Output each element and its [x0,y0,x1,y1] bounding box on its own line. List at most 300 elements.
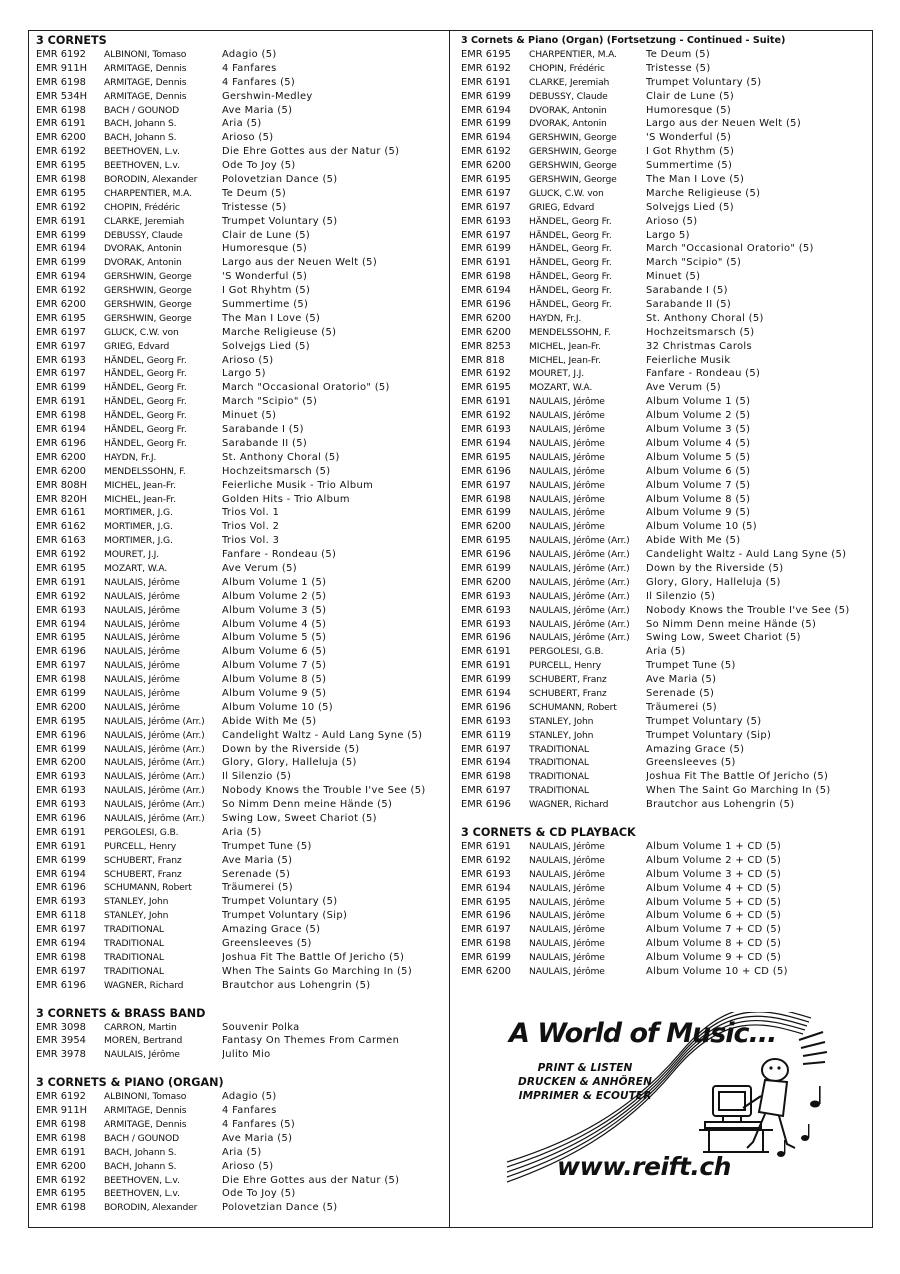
catalog-row [36,840,444,854]
catalog-title: Album Volume 5 + CD (5) [646,896,782,908]
catalog-row [461,743,867,757]
catalog-code: EMR 6199 [36,743,86,755]
catalog-composer: NAULAIS, Jérôme (Arr.) [529,535,630,547]
catalog-title: Die Ehre Gottes aus der Natur (5) [222,146,400,158]
catalog-composer: GERSHWIN, George [104,271,192,283]
catalog-row [461,76,867,90]
catalog-code: EMR 820H [36,493,88,505]
catalog-row [36,937,444,951]
catalog-composer: NAULAIS, Jérôme [529,854,605,866]
catalog-code: EMR 534H [36,90,88,102]
catalog-title: Swing Low, Sweet Chariot (5) [646,632,801,644]
catalog-title: Te Deum (5) [222,187,287,199]
catalog-composer: BACH, Johann S. [104,118,177,130]
catalog-row [36,381,444,395]
catalog-row [36,326,444,340]
catalog-code: EMR 6191 [36,1146,86,1158]
catalog-composer: CLARKE, Jeremiah [104,215,185,227]
catalog-composer: CARRON, Martin [104,1021,177,1033]
catalog-code: EMR 6199 [36,854,86,866]
catalog-composer: MORTIMER, J.G. [104,507,173,519]
catalog-row [461,340,867,354]
catalog-code: EMR 6198 [36,674,86,686]
catalog-title: March "Scipio" (5) [646,257,742,269]
catalog-title: 4 Fanfares (5) [222,1119,296,1131]
catalog-code: EMR 6195 [461,535,511,547]
catalog-title: Il Silenzio (5) [222,771,292,783]
catalog-row [36,1021,444,1035]
catalog-row [461,909,867,923]
catalog-title: Marche Religieuse (5) [646,187,761,199]
catalog-title: 32 Christmas Carols [646,340,753,352]
catalog-code: EMR 6193 [36,896,86,908]
catalog-composer: MICHEL, Jean-Fr. [529,340,601,352]
catalog-row [36,534,444,548]
catalog-composer: BORODIN, Alexander [104,174,198,186]
catalog-list [461,840,867,979]
catalog-code: EMR 6200 [36,757,86,769]
catalog-row [461,590,867,604]
catalog-code: EMR 6199 [36,687,86,699]
catalog-composer: CHOPIN, Frédéric [104,201,180,213]
section-title: 3 CORNETS & PIANO (ORGAN) [36,1076,224,1090]
catalog-title: Polovetzian Dance (5) [222,1202,338,1214]
catalog-title: Marche Religieuse (5) [222,326,337,338]
catalog-composer: MENDELSSOHN, F. [104,465,186,477]
catalog-composer: CHARPENTIER, M.A. [529,49,617,60]
catalog-composer: NAULAIS, Jérôme [529,451,605,463]
catalog-code: EMR 8253 [461,340,511,352]
catalog-row [36,812,444,826]
catalog-row [36,229,444,243]
catalog-title: Tristesse (5) [646,62,711,74]
catalog-code: EMR 808H [36,479,88,491]
catalog-composer: BACH / GOUNOD [104,104,179,116]
catalog-composer: PURCELL, Henry [104,840,176,852]
catalog-row [461,923,867,937]
catalog-composer: WAGNER, Richard [529,799,609,811]
catalog-composer: HÄNDEL, Georg Fr. [104,410,187,422]
catalog-composer: CHARPENTIER, M.A. [104,187,192,199]
catalog-title: Joshua Fit The Battle Of Jericho (5) [222,951,405,963]
catalog-code: EMR 6192 [36,1091,86,1103]
catalog-title: Summertime (5) [222,299,309,311]
catalog-title: Album Volume 10 (5) [222,701,333,713]
catalog-composer: BORODIN, Alexander [104,1202,198,1214]
catalog-row [461,937,867,951]
catalog-composer: MICHEL, Jean-Fr. [104,479,176,491]
catalog-title: Trios Vol. 3 [222,535,280,547]
catalog-title: Trumpet Voluntary (5) [646,715,762,727]
catalog-code: EMR 6199 [461,507,511,519]
catalog-code: EMR 6191 [36,576,86,588]
catalog-title: Adagio (5) [222,49,277,60]
catalog-code: EMR 6162 [36,521,86,533]
catalog-title: Hochzeitsmarsch (5) [646,326,755,338]
catalog-title: Il Silenzio (5) [646,590,716,602]
catalog-row [36,826,444,840]
catalog-composer: GERSHWIN, George [104,299,192,311]
catalog-code: EMR 6119 [461,729,511,741]
catalog-title: Abide With Me (5) [646,535,741,547]
catalog-row [36,62,444,76]
catalog-code: EMR 6200 [36,465,86,477]
catalog-row [36,618,444,632]
catalog-title: Trumpet Voluntary (5) [222,215,338,227]
catalog-title: Trios Vol. 1 [222,507,280,519]
catalog-composer: SCHUMANN, Robert [104,882,192,894]
catalog-title: Die Ehre Gottes aus der Natur (5) [222,1174,400,1186]
catalog-title: Album Volume 4 (5) [646,437,751,449]
catalog-composer: HÄNDEL, Georg Fr. [104,382,187,394]
catalog-composer: GERSHWIN, George [104,312,192,324]
catalog-row [461,854,867,868]
catalog-composer: PURCELL, Henry [529,660,601,672]
catalog-row [36,729,444,743]
catalog-composer: NAULAIS, Jérôme [529,910,605,922]
catalog-composer: SCHUMANN, Robert [529,701,617,713]
catalog-title: Album Volume 8 + CD (5) [646,938,782,950]
catalog-code: EMR 6197 [461,924,511,936]
catalog-title: Album Volume 1 + CD (5) [646,840,782,852]
catalog-row [36,104,444,118]
catalog-list [36,1090,444,1215]
catalog-row [36,645,444,659]
catalog-code: EMR 6194 [461,437,511,449]
catalog-composer: ARMITAGE, Dennis [104,1105,187,1117]
catalog-composer: MOURET, J.J. [104,549,159,561]
catalog-row [461,520,867,534]
catalog-code: EMR 6198 [36,104,86,116]
catalog-title: Fanfare - Rondeau (5) [646,368,761,380]
catalog-composer: NAULAIS, Jérôme (Arr.) [529,576,630,588]
catalog-title: Album Volume 2 (5) [222,590,327,602]
catalog-composer: DEBUSSY, Claude [104,229,183,241]
catalog-row [36,520,444,534]
catalog-row [461,687,867,701]
catalog-code: EMR 6196 [461,549,511,561]
catalog-code: EMR 6197 [36,368,86,380]
catalog-title: 4 Fanfares [222,1105,277,1117]
catalog-composer: TRADITIONAL [104,924,164,936]
catalog-code: EMR 6194 [36,271,86,283]
catalog-code: EMR 6191 [36,840,86,852]
catalog-title: So Nimm Denn meine Hände (5) [222,799,393,811]
catalog-row [36,1201,444,1215]
catalog-title: Album Volume 9 + CD (5) [646,952,782,964]
catalog-code: EMR 6197 [36,924,86,936]
catalog-title: Clair de Lune (5) [646,90,735,102]
catalog-row [461,229,867,243]
catalog-composer: CLARKE, Jeremiah [529,76,610,88]
catalog-row [36,367,444,381]
catalog-composer: TRADITIONAL [104,938,164,949]
catalog-code: EMR 6200 [36,1160,86,1172]
catalog-composer: NAULAIS, Jérôme [529,924,605,936]
catalog-composer: NAULAIS, Jérôme (Arr.) [529,549,630,561]
catalog-code: EMR 6198 [36,1119,86,1131]
catalog-row [36,548,444,562]
catalog-row [461,479,867,493]
catalog-title: Ave Maria (5) [646,674,717,686]
catalog-code: EMR 6163 [36,535,86,547]
catalog-row [461,798,867,812]
catalog-composer: WAGNER, Richard [104,979,184,991]
catalog-composer: NAULAIS, Jérôme [529,410,605,422]
catalog-title: Ave Maria (5) [222,854,293,866]
catalog-composer: PERGOLESI, G.B. [529,646,604,658]
catalog-row [36,298,444,312]
catalog-code: EMR 6200 [461,160,511,172]
catalog-code: EMR 6198 [36,1202,86,1214]
catalog-title: March "Occasional Oratorio" (5) [646,243,814,255]
catalog-code: EMR 6195 [461,49,511,60]
catalog-title: I Got Rhyhtm (5) [222,285,311,297]
catalog-title: Amazing Grace (5) [646,743,745,755]
catalog-code: EMR 6197 [36,660,86,672]
catalog-composer: HÄNDEL, Georg Fr. [529,243,612,255]
catalog-composer: MOREN, Bertrand [104,1035,183,1047]
catalog-title: Album Volume 5 (5) [222,632,327,644]
catalog-title: Aria (5) [222,1146,262,1158]
catalog-row [461,395,867,409]
catalog-code: EMR 6198 [461,271,511,283]
catalog-title: Arioso (5) [222,354,274,366]
catalog-code: EMR 6197 [461,743,511,755]
catalog-title: Album Volume 10 + CD (5) [646,966,788,977]
catalog-row [461,534,867,548]
catalog-title: Abide With Me (5) [222,715,317,727]
catalog-code: EMR 6193 [461,215,511,227]
catalog-code: EMR 6195 [36,562,86,574]
catalog-title: I Got Rhythm (5) [646,146,735,158]
catalog-row [461,868,867,882]
catalog-row [36,201,444,215]
catalog-row [36,743,444,757]
catalog-title: Greensleeves (5) [646,757,736,769]
catalog-code: EMR 6191 [36,396,86,408]
catalog-composer: TRADITIONAL [529,757,589,769]
catalog-code: EMR 6193 [36,799,86,811]
catalog-title: So Nimm Denn meine Hände (5) [646,618,817,630]
catalog-row [461,882,867,896]
catalog-title: Adagio (5) [222,1091,277,1103]
catalog-code: EMR 6194 [461,132,511,144]
catalog-title: Trumpet Voluntary (5) [222,896,338,908]
catalog-row [36,340,444,354]
catalog-title: Brautchor aus Lohengrin (5) [222,979,371,991]
catalog-code: EMR 6192 [36,590,86,602]
catalog-code: EMR 6194 [36,618,86,630]
catalog-composer: ARMITAGE, Dennis [104,76,187,88]
catalog-code: EMR 6200 [461,521,511,533]
catalog-row [36,854,444,868]
catalog-code: EMR 6191 [36,826,86,838]
catalog-title: Nobody Knows the Trouble I've See (5) [646,604,850,616]
catalog-composer: NAULAIS, Jérôme [529,424,605,436]
catalog-title: Album Volume 3 + CD (5) [646,868,782,880]
catalog-composer: MICHEL, Jean-Fr. [104,493,176,505]
catalog-row [461,451,867,465]
catalog-code: EMR 6192 [461,410,511,422]
catalog-title: Largo aus der Neuen Welt (5) [222,257,378,269]
catalog-title: Album Volume 9 (5) [646,507,751,519]
catalog-code: EMR 6199 [461,562,511,574]
catalog-composer: BEETHOVEN, L.v. [104,1174,180,1186]
catalog-code: EMR 6197 [461,785,511,797]
catalog-composer: NAULAIS, Jérôme (Arr.) [104,715,205,727]
catalog-composer: NAULAIS, Jérôme [529,952,605,964]
catalog-composer: NAULAIS, Jérôme [529,938,605,950]
catalog-composer: DVORAK, Antonin [529,118,607,130]
catalog-composer: GERSHWIN, George [529,146,617,158]
catalog-composer: NAULAIS, Jérôme [529,465,605,477]
catalog-composer: ARMITAGE, Dennis [104,62,187,74]
catalog-composer: DVORAK, Antonin [104,257,182,269]
catalog-composer: GERSHWIN, George [529,160,617,172]
catalog-composer: ARMITAGE, Dennis [104,90,187,102]
catalog-code: EMR 6195 [36,312,86,324]
catalog-code: EMR 6191 [36,118,86,130]
catalog-row [36,256,444,270]
catalog-composer: GLUCK, C.W. von [104,326,179,338]
catalog-title: Aria (5) [646,646,686,658]
catalog-title: Solvejgs Lied (5) [646,201,734,213]
catalog-code: EMR 6199 [461,243,511,255]
left-column [36,34,444,1215]
catalog-composer: BACH, Johann S. [104,132,177,144]
catalog-title: Album Volume 4 (5) [222,618,327,630]
catalog-composer: HÄNDEL, Georg Fr. [529,299,612,311]
catalog-composer: HÄNDEL, Georg Fr. [104,396,187,408]
catalog-composer: NAULAIS, Jérôme (Arr.) [104,743,205,755]
catalog-code: EMR 6194 [36,938,86,949]
catalog-row [461,48,867,62]
catalog-composer: STANLEY, John [529,715,594,727]
catalog-title: Down by the Riverside (5) [222,743,360,755]
catalog-code: EMR 6199 [36,257,86,269]
catalog-title: Souvenir Polka [222,1021,300,1033]
catalog-code: EMR 6193 [461,618,511,630]
catalog-code: EMR 6198 [36,174,86,186]
catalog-code: EMR 6195 [36,160,86,172]
catalog-title: Sarabande I (5) [646,285,728,297]
catalog-title: Gershwin-Medley [222,90,313,102]
catalog-row [36,923,444,937]
catalog-composer: MOURET, J.J. [529,368,584,380]
catalog-code: EMR 6195 [461,896,511,908]
catalog-row [461,284,867,298]
catalog-row [36,770,444,784]
catalog-composer: NAULAIS, Jérôme (Arr.) [529,618,630,630]
catalog-title: Ave Maria (5) [222,104,293,116]
catalog-code: EMR 6195 [461,382,511,394]
catalog-title: Ave Maria (5) [222,1132,293,1144]
advert-url[interactable]: www.reift.ch [557,1152,731,1181]
catalog-composer: NAULAIS, Jérôme [104,576,180,588]
catalog-title: Arioso (5) [222,132,274,144]
catalog-composer: NAULAIS, Jérôme [529,479,605,491]
catalog-code: EMR 6192 [36,49,86,60]
catalog-composer: NAULAIS, Jérôme [529,507,605,519]
catalog-code: EMR 6196 [461,799,511,811]
catalog-composer: HÄNDEL, Georg Fr. [104,354,187,366]
catalog-code: EMR 6194 [36,243,86,255]
catalog-row [461,62,867,76]
catalog-row [461,381,867,395]
catalog-code: EMR 6191 [36,215,86,227]
catalog-code: EMR 6192 [36,1174,86,1186]
catalog-row [36,479,444,493]
catalog-composer: BACH, Johann S. [104,1160,177,1172]
advert-tagline: DRUCKEN & ANHÖREN [518,1076,652,1088]
catalog-code: EMR 6191 [461,646,511,658]
catalog-composer: NAULAIS, Jérôme [529,868,605,880]
catalog-composer: GERSHWIN, George [104,285,192,297]
catalog-code: EMR 6192 [461,368,511,380]
catalog-code: EMR 6193 [36,771,86,783]
catalog-row [461,465,867,479]
catalog-row [36,965,444,979]
catalog-row [36,173,444,187]
catalog-row [36,1034,444,1048]
catalog-code: EMR 6195 [461,174,511,186]
catalog-title: Aria (5) [222,118,262,130]
catalog-title: Polovetzian Dance (5) [222,174,338,186]
catalog-code: EMR 6196 [36,729,86,741]
catalog-row [461,187,867,201]
catalog-code: EMR 6197 [461,187,511,199]
catalog-title: Album Volume 4 + CD (5) [646,882,782,894]
catalog-row [36,1174,444,1188]
catalog-code: EMR 6200 [36,701,86,713]
catalog-composer: MOZART, W.A. [104,562,168,574]
catalog-title: Album Volume 8 (5) [646,493,751,505]
catalog-row [461,896,867,910]
catalog-code: EMR 6193 [461,424,511,436]
catalog-row [36,145,444,159]
catalog-composer: NAULAIS, Jérôme (Arr.) [104,771,205,783]
catalog-title: Humoresque (5) [646,104,732,116]
catalog-row [461,131,867,145]
catalog-composer: NAULAIS, Jérôme [529,437,605,449]
catalog-row [36,242,444,256]
catalog-code: EMR 6194 [36,868,86,880]
catalog-code: EMR 6198 [36,410,86,422]
catalog-code: EMR 6196 [461,910,511,922]
catalog-composer: NAULAIS, Jérôme (Arr.) [104,757,205,769]
catalog-composer: DVORAK, Antonin [104,243,182,255]
catalog-title: Ode To Joy (5) [222,1188,296,1200]
catalog-composer: MENDELSSOHN, F. [529,326,611,338]
catalog-composer: HÄNDEL, Georg Fr. [529,215,612,227]
catalog-row [36,423,444,437]
catalog-composer: NAULAIS, Jérôme [104,660,180,672]
catalog-code: EMR 6196 [36,812,86,824]
catalog-composer: HÄNDEL, Georg Fr. [529,285,612,297]
catalog-composer: MOZART, W.A. [529,382,593,394]
catalog-row [461,673,867,687]
catalog-title: Serenade (5) [646,687,715,699]
catalog-composer: NAULAIS, Jérôme [529,840,605,852]
catalog-row [36,1132,444,1146]
catalog-row [36,117,444,131]
catalog-code: EMR 6192 [461,146,511,158]
catalog-code: EMR 6194 [461,687,511,699]
catalog-code: EMR 6192 [36,285,86,297]
catalog-title: Träumerei (5) [222,882,293,894]
catalog-row [461,326,867,340]
